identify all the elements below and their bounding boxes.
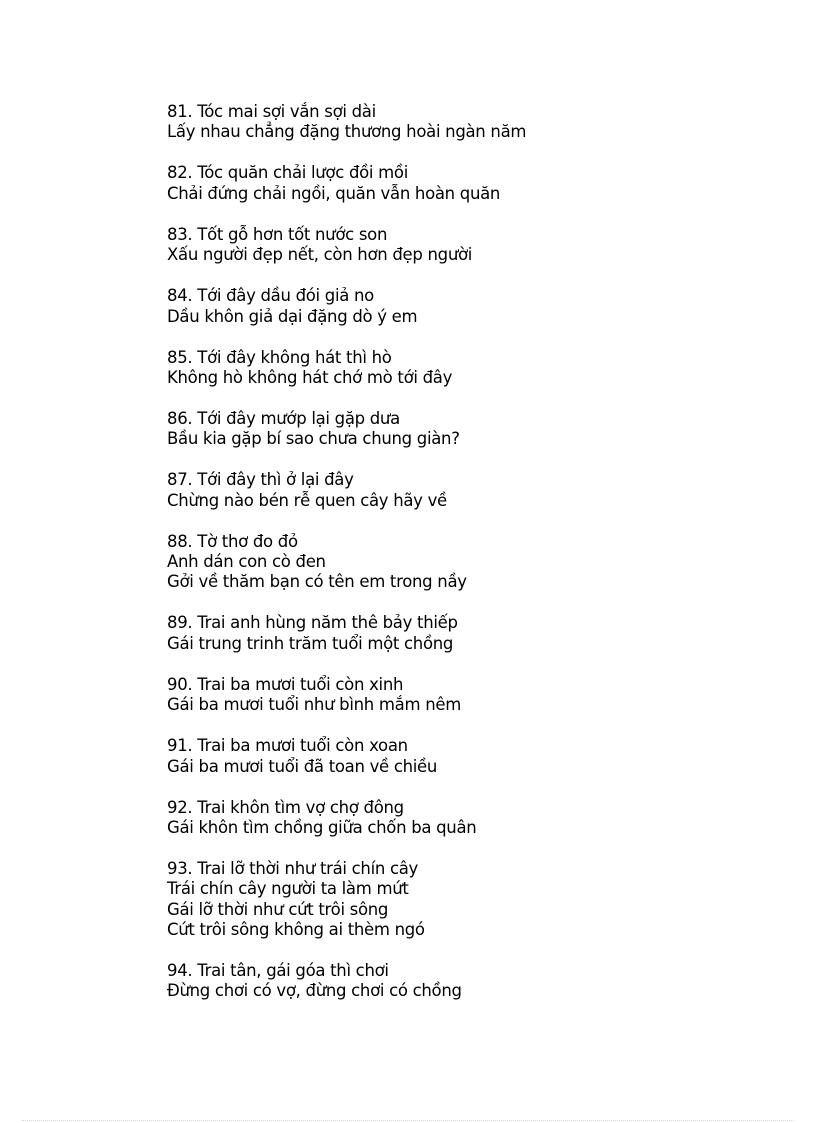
verse-line: 88. Tờ thơ đo đỏ	[167, 531, 298, 551]
verse-86	[167, 409, 767, 450]
verse-81	[167, 102, 767, 143]
verse-92	[167, 798, 767, 839]
verse-line: 90. Trai ba mươi tuổi còn xinh	[167, 674, 404, 694]
verse-line: 92. Trai khôn tìm vợ chợ đông	[167, 797, 404, 817]
verse-line: Chừng nào bén rễ quen cây hãy về	[167, 490, 447, 510]
verse-line: Dầu khôn giả dại đặng dò ý em	[167, 306, 418, 326]
verse-89	[167, 613, 767, 654]
verse-line: Bầu kia gặp bí sao chưa chung giàn?	[167, 429, 460, 449]
verse-list	[167, 102, 767, 1022]
verse-85	[167, 348, 767, 389]
verse-line: 86. Tới đây mướp lại gặp dưa	[167, 408, 400, 428]
verse-line: Cứt trôi sông không ai thèm ngó	[167, 920, 425, 940]
verse-line: Trái chín cây người ta làm mứt	[167, 879, 409, 899]
verse-line: 93. Trai lỡ thời như trái chín cây	[167, 858, 419, 878]
verse-line: Không hò không hát chớ mò tới đây	[167, 367, 453, 387]
verse-91	[167, 736, 767, 777]
verse-line: Lấy nhau chẳng đặng thương hoài ngàn năm	[167, 122, 527, 142]
verse-94	[167, 961, 767, 1002]
verse-88	[167, 532, 767, 593]
verse-line: Gái trung trinh trăm tuổi một chồng	[167, 633, 454, 653]
verse-line: Chải đứng chải ngồi, quăn vẫn hoàn quăn	[167, 183, 501, 203]
verse-line: 83. Tốt gỗ hơn tốt nước son	[167, 224, 388, 244]
verse-line: 94. Trai tân, gái góa thì chơi	[167, 961, 389, 981]
verse-line: Gởi về thăm bạn có tên em trong nầy	[167, 572, 467, 592]
verse-87	[167, 470, 767, 511]
verse-line: 84. Tới đây dầu đói giả no	[167, 286, 374, 306]
verse-line: Đừng chơi có vợ, đừng chơi có chồng	[167, 981, 462, 1001]
verse-90	[167, 675, 767, 716]
verse-line: Gái khôn tìm chồng giữa chốn ba quân	[167, 817, 477, 837]
verse-line: 81. Tóc mai sợi vắn sợi dài	[167, 102, 376, 121]
verse-line: 91. Trai ba mươi tuổi còn xoan	[167, 736, 408, 756]
verse-83	[167, 225, 767, 266]
verse-line: Gái lỡ thời như cứt trôi sông	[167, 899, 389, 919]
verse-line: Gái ba mươi tuổi như bình mắm nêm	[167, 695, 461, 715]
verse-84	[167, 286, 767, 327]
verse-line: 87. Tới đây thì ở lại đây	[167, 470, 354, 490]
verse-line: 85. Tới đây không hát thì hò	[167, 347, 392, 367]
verse-line: Anh dán con cò đen	[167, 552, 326, 572]
verse-93	[167, 859, 767, 941]
page-bottom-divider	[22, 1120, 794, 1121]
verse-line: Xấu người đẹp nết, còn hơn đẹp người	[167, 245, 473, 265]
verse-line: Gái ba mươi tuổi đã toan về chiều	[167, 756, 438, 776]
verse-line: 82. Tóc quăn chải lược đồi mồi	[167, 163, 408, 183]
verse-line: 89. Trai anh hùng năm thê bảy thiếp	[167, 613, 458, 633]
verse-82	[167, 163, 767, 204]
